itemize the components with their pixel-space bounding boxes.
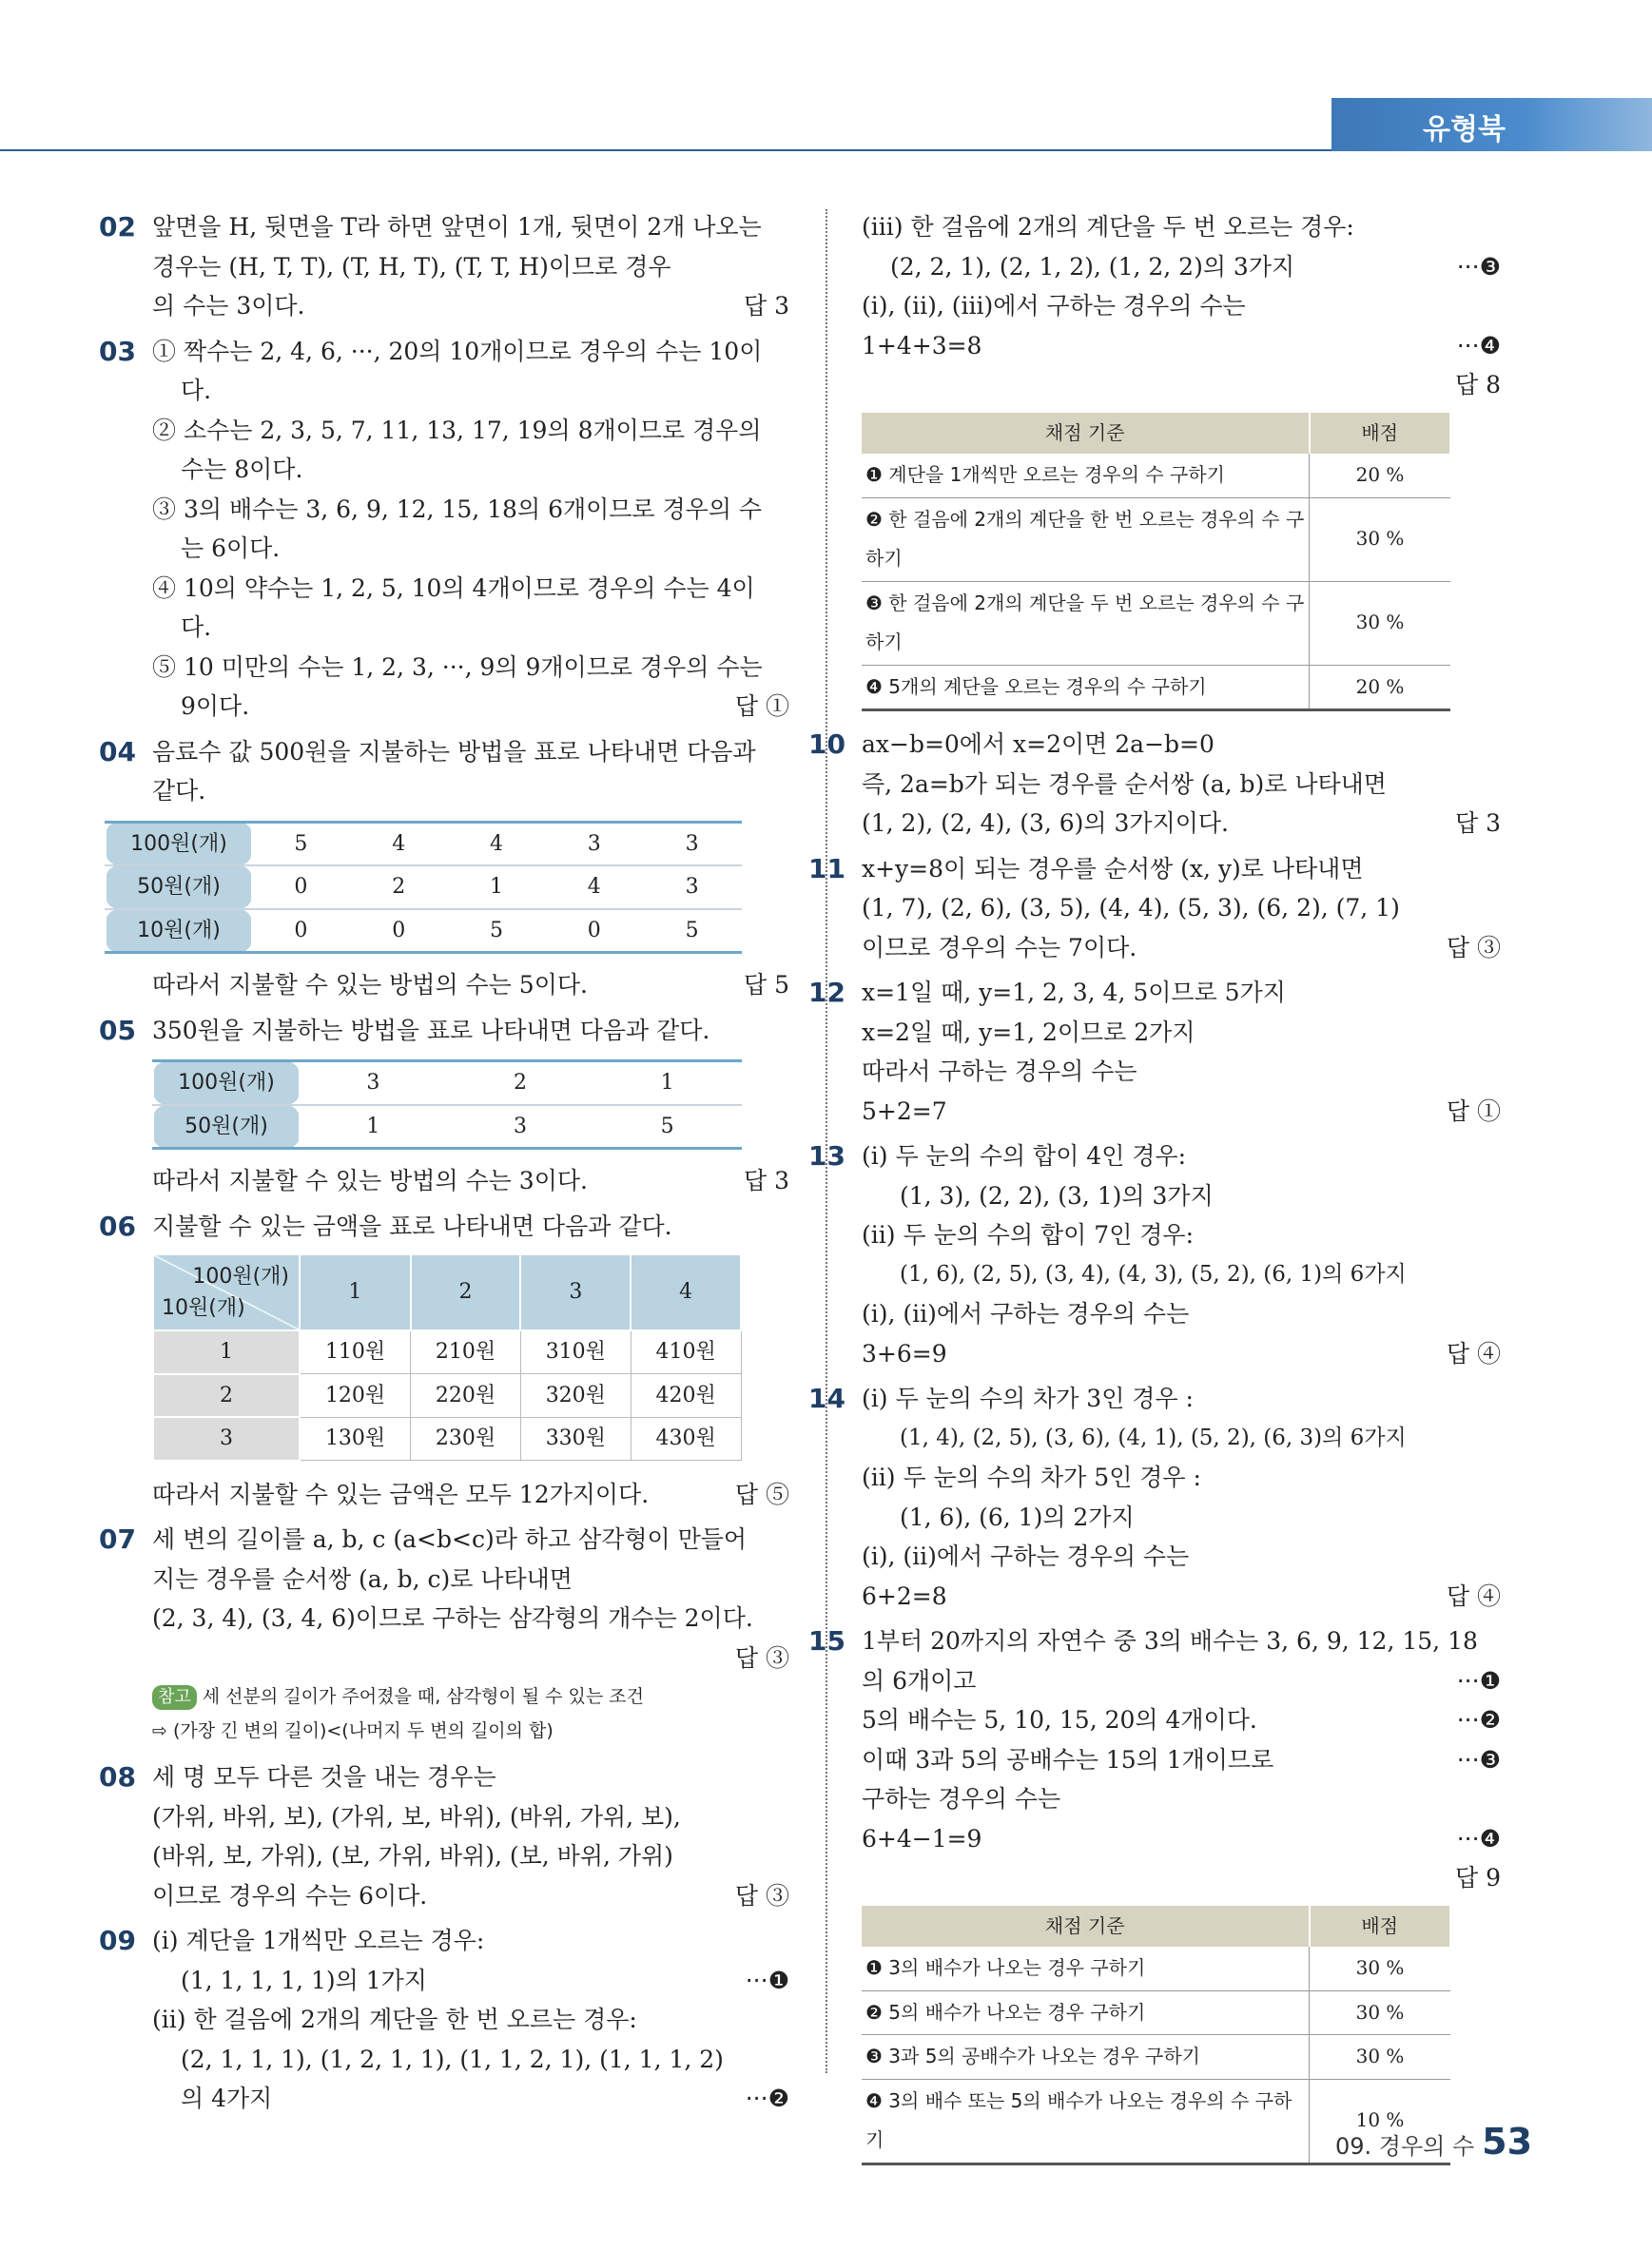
note-chip: 참고 [152,1685,197,1710]
criteria-score: 20 % [1310,665,1451,710]
criteria-score: 20 % [1310,454,1451,497]
problem-number: 13 [808,1140,845,1172]
text-line: ① 짝수는 2, 4, 6, ···, 20의 10개이므로 경우의 수는 10이 [152,337,763,365]
table-cell: 5 [593,1105,741,1149]
text-line: (ⅱ) 두 눈의 수의 차가 5인 경우 : [862,1464,1201,1491]
text-line: (바위, 보, 가위), (보, 가위, 바위), (보, 바위, 가위) [152,1842,673,1870]
chapter-title: 09. 경우의 수 [1335,2133,1475,2160]
problem-02 [99,207,789,326]
text-line: 구하는 경우의 수는 [862,1785,1061,1813]
text-line: 9이다. [181,692,250,720]
text-line: 즉, 2a=b가 되는 경우를 순서쌍 (a, b)로 나타내면 [862,769,1387,798]
left-column [99,207,789,2125]
answer: 답 ③ [734,1881,789,1910]
answer: 답 ① [1446,1096,1501,1125]
row-header: 50원(개) [106,865,252,909]
page-number: 53 [1482,2121,1533,2163]
table-cell: 0 [350,909,448,953]
text-line: 3+6=9 [862,1339,947,1368]
problem-09 [99,1921,789,2119]
text-line: (가위, 바위, 보), (가위, 보, 바위), (바위, 가위, 보), [152,1802,681,1831]
text-line: (2, 3, 4), (3, 4, 6)이므로 구하는 삼각형의 개수는 2이다. [152,1604,753,1632]
table-cell: 130원 [300,1417,411,1461]
table-cell: 3 [447,1105,594,1149]
step-marker: ···❹ [1456,331,1501,359]
table-cell: 410원 [631,1330,741,1374]
answer: 답 8 [1454,371,1501,398]
text-line: 의 6개이고 [862,1666,977,1695]
text-line: (1, 4), (2, 5), (3, 6), (4, 1), (5, 2), (6, 3)의 6가지 [900,1425,1407,1450]
problem-number: 15 [808,1625,845,1657]
problem-10 [808,725,1501,844]
text-line: 의 4가지 [181,2085,273,2112]
answer: 답 ⑤ [734,1480,789,1508]
text-line: x+y=8이 되는 경우를 순서쌍 (x, y)로 나타내면 [862,854,1364,883]
row-header: 3 [153,1417,300,1461]
text-line: (ⅰ), (ⅱ)에서 구하는 경우의 수는 [862,1300,1190,1328]
book-label: 유형북 [1423,113,1506,146]
criteria-item: ❷ 한 걸음에 2개의 계단을 한 번 오르는 경우의 수 구하기 [862,497,1310,581]
table-cell: 3 [643,822,741,865]
column-header: 2 [411,1254,521,1330]
problem-number: 04 [99,735,136,767]
problem-07 [99,1520,789,1748]
step-marker: ···❶ [1456,1666,1501,1695]
text-line: (1, 3), (2, 2), (3, 1)의 3가지 [900,1181,1214,1210]
criteria-item: ❸ 3과 5의 공배수가 나오는 경우 구하기 [862,2035,1310,2080]
text-line: 의 수는 3이다. [152,292,305,320]
text-line: ④ 10의 약수는 1, 2, 5, 10의 4개이므로 경우의 수는 4이 [152,573,755,602]
text-line: 350원을 지불하는 방법을 표로 나타내면 다음과 같다. [152,1016,710,1044]
problem-06 [99,1207,789,1515]
criteria-item: ❶ 계단을 1개씩만 오르는 경우의 수 구하기 [862,454,1310,497]
text-line: (1, 6), (6, 1)의 2가지 [900,1503,1135,1531]
text-line: 세 변의 길이를 a, b, c (a<b<c)라 하고 삼각형이 만들어 [152,1525,748,1553]
step-marker: ···❸ [1456,1745,1501,1774]
answer: 답 3 [1454,809,1501,837]
criteria-item: ❶ 3의 배수가 나오는 경우 구하기 [862,1947,1310,1990]
text-line: 경우는 (H, T, T), (T, H, T), (T, T, H)이므로 경우 [152,252,671,281]
text-line: (ⅰ), (ⅱ), (ⅲ)에서 구하는 경우의 수는 [862,292,1246,320]
answer: 답 ① [734,692,789,720]
table-cell: 330원 [520,1417,631,1461]
amount-table [152,1253,742,1462]
text-line: (ⅰ), (ⅱ)에서 구하는 경우의 수는 [862,1543,1190,1570]
criteria-item: ❷ 5의 배수가 나오는 경우 구하기 [862,1990,1310,2035]
problem-08 [99,1757,789,1915]
text-line: 음료수 값 500원을 지불하는 방법을 표로 나타내면 다음과 [152,737,756,766]
text-line: 이므로 경우의 수는 7이다. [862,933,1137,961]
criteria-item: ❹ 5개의 계단을 오르는 경우의 수 구하기 [862,665,1310,710]
problem-04 [99,732,789,1005]
problem-number: 09 [99,1925,136,1956]
text-line: 따라서 지불할 수 있는 금액은 모두 12가지이다. [152,1480,650,1508]
text-line: (2, 1, 1, 1), (1, 2, 1, 1), (1, 1, 2, 1), (1, 1, 1, 2) [181,2045,724,2073]
problem-number: 06 [99,1210,136,1242]
table-cell: 0 [252,909,350,953]
text-line: 다. [181,377,212,404]
problem-number: 07 [99,1523,136,1555]
text-line: ② 소수는 2, 3, 5, 7, 11, 13, 17, 19의 8개이므로 경우의 [152,416,762,444]
corner-top-label: 100원(개) [192,1265,289,1289]
coin-table-500 [105,821,742,955]
problem-03 [99,332,789,727]
table-cell: 220원 [411,1374,521,1418]
answer: 답 ③ [1446,933,1501,961]
text-line: (1, 7), (2, 6), (3, 5), (4, 4), (5, 3), (6, 2), (7, 1) [862,894,1400,922]
text-line: ③ 3의 배수는 3, 6, 9, 12, 15, 18의 6개이므로 경우의 수 [152,495,763,523]
table-cell: 5 [448,909,546,953]
text-line: 6+2=8 [862,1582,947,1610]
text-line: 지불할 수 있는 금액을 표로 나타내면 다음과 같다. [152,1212,672,1240]
score-header: 배점 [1310,1906,1451,1948]
criteria-score: 30 % [1310,1947,1451,1990]
answer: 답 ④ [1446,1339,1501,1368]
table-cell: 110원 [300,1330,411,1374]
text-line: 수는 8이다. [181,456,303,483]
text-line: 지는 경우를 순서쌍 (a, b, c)로 나타내면 [152,1564,573,1593]
table-cell: 430원 [631,1417,741,1461]
problem-09-continued [862,207,1501,711]
row-header: 50원(개) [153,1105,300,1149]
column-header: 3 [520,1254,631,1330]
table-cell: 2 [350,865,448,909]
criteria-score: 30 % [1310,1990,1451,2035]
text-line: (1, 6), (2, 5), (3, 4), (4, 3), (5, 2), (6, 1)의 6가지 [900,1261,1407,1287]
column-header: 4 [631,1254,741,1330]
text-line: 따라서 지불할 수 있는 방법의 수는 3이다. [152,1167,588,1194]
note-line: 세 선분의 길이가 주어졌을 때, 삼각형이 될 수 있는 조건 [202,1686,644,1707]
problem-05 [99,1011,789,1201]
table-cell: 3 [643,865,741,909]
table-cell: 5 [643,909,741,953]
table-cell: 3 [545,822,643,865]
text-line: x=2일 때, y=1, 2이므로 2가지 [862,1018,1195,1046]
answer: 답 9 [1454,1864,1501,1892]
table-cell: 5 [252,822,350,865]
step-marker: ···❷ [1456,1706,1501,1734]
answer: 답 ③ [734,1643,789,1672]
criteria-score: 10 % [1310,2079,1451,2164]
text-line: 앞면을 H, 뒷면을 T라 하면 앞면이 1개, 뒷면이 2개 나오는 [152,213,762,241]
step-marker: ···❷ [745,2085,789,2112]
text-line: 는 6이다. [181,534,281,562]
table-cell: 4 [350,822,448,865]
table-cell: 0 [545,909,643,953]
text-line: (ⅰ) 두 눈의 수의 합이 4인 경우: [862,1142,1187,1170]
criteria-header: 채점 기준 [862,1906,1310,1948]
criteria-score: 30 % [1310,497,1451,581]
note-box [152,1679,789,1748]
text-line: 따라서 지불할 수 있는 방법의 수는 5이다. [152,971,588,999]
text-line: 이때 3과 5의 공배수는 15의 1개이므로 [862,1745,1274,1774]
table-cell: 210원 [411,1330,521,1374]
criteria-item: ❹ 3의 배수 또는 5의 배수가 나오는 경우의 수 구하기 [862,2079,1310,2164]
text-line: 5+2=7 [862,1096,947,1125]
text-line: (ⅱ) 두 눈의 수의 합이 7인 경우: [862,1221,1195,1249]
step-marker: ···❸ [1456,252,1501,281]
table-cell: 310원 [520,1330,631,1374]
text-line: 이므로 경우의 수는 6이다. [152,1881,428,1910]
note-line: ⇨ (가장 긴 변의 길이)<(나머지 두 변의 길이의 합) [152,1720,554,1741]
column-header: 1 [300,1254,411,1330]
table-cell: 4 [448,822,546,865]
criteria-item: ❸ 한 걸음에 2개의 계단을 두 번 오르는 경우의 수 구하기 [862,581,1310,665]
row-header: 10원(개) [106,909,252,953]
answer: 답 5 [743,971,789,999]
text-line: (ⅰ) 두 눈의 수의 차가 3인 경우 : [862,1385,1194,1412]
problem-15 [808,1621,1501,2165]
table-cell: 2 [447,1061,594,1105]
problem-number: 11 [808,852,845,884]
header-rule [0,149,1331,151]
text-line: (ⅱ) 한 걸음에 2개의 계단을 한 번 오르는 경우: [152,2006,637,2033]
step-marker: ···❶ [745,1966,789,1994]
problem-14 [808,1379,1501,1616]
text-line: 다. [181,613,212,641]
problem-number: 10 [808,728,845,760]
text-line: 따라서 구하는 경우의 수는 [862,1058,1137,1085]
text-line: (ⅲ) 한 걸음에 2개의 계단을 두 번 오르는 경우: [862,213,1354,241]
problem-11 [808,849,1501,968]
text-line: (1, 2), (2, 4), (3, 6)의 3가지이다. [862,809,1229,837]
criteria-score: 30 % [1310,2035,1451,2080]
corner-bottom-label: 10원(개) [162,1295,245,1320]
row-header: 100원(개) [153,1061,300,1105]
text-line: 6+4−1=9 [862,1824,982,1853]
text-line: (1, 1, 1, 1, 1)의 1가지 [181,1966,427,1994]
text-line: ax−b=0에서 x=2이면 2a−b=0 [862,730,1215,758]
problem-number: 12 [808,977,845,1008]
answer: 답 3 [743,292,789,320]
row-header: 1 [153,1330,300,1374]
right-column [808,207,1501,2179]
problem-number: 05 [99,1014,136,1046]
problem-number: 03 [99,335,136,367]
answer: 답 3 [743,1167,789,1194]
criteria-score: 30 % [1310,581,1451,665]
text-line: x=1일 때, y=1, 2, 3, 4, 5이므로 5가지 [862,979,1286,1006]
table-cell: 420원 [631,1374,741,1418]
row-header: 100원(개) [106,822,252,865]
table-cell: 3 [300,1061,447,1105]
text-line: (ⅰ) 계단을 1개씩만 오르는 경우: [152,1927,485,1954]
text-line: 1부터 20까지의 자연수 중 3의 배수는 3, 6, 9, 12, 15, 18 [862,1627,1478,1655]
table-cell: 1 [448,865,546,909]
book-tab [1331,98,1652,151]
step-marker: ···❹ [1456,1824,1501,1853]
table-cell: 1 [300,1105,447,1149]
problem-12 [808,973,1501,1131]
text-line: 5의 배수는 5, 10, 15, 20의 4개이다. [862,1706,1257,1734]
score-header: 배점 [1310,413,1451,455]
row-header: 2 [153,1374,300,1418]
table-cell: 230원 [411,1417,521,1461]
coin-table-350 [152,1059,742,1150]
problem-number: 02 [99,211,136,243]
text-line: ⑤ 10 미만의 수는 1, 2, 3, ···, 9의 9개이므로 경우의 수는 [152,652,763,681]
table-cell: 4 [545,865,643,909]
table-cell: 120원 [300,1374,411,1418]
text-line: (2, 2, 1), (2, 1, 2), (1, 2, 2)의 3가지 [890,252,1295,281]
table-cell: 0 [252,865,350,909]
problem-number: 14 [808,1383,845,1414]
problem-number: 08 [99,1761,136,1793]
table-corner [153,1254,300,1330]
text-line: 같다. [152,777,206,805]
answer: 답 ④ [1446,1582,1501,1610]
text-line: 1+4+3=8 [862,331,982,359]
problem-13 [808,1136,1501,1373]
criteria-header: 채점 기준 [862,413,1310,455]
text-line: 세 명 모두 다른 것을 내는 경우는 [152,1763,496,1791]
page-footer [1335,2121,1532,2163]
table-cell: 320원 [520,1374,631,1418]
grading-table-09 [862,413,1451,712]
table-cell: 1 [593,1061,741,1105]
